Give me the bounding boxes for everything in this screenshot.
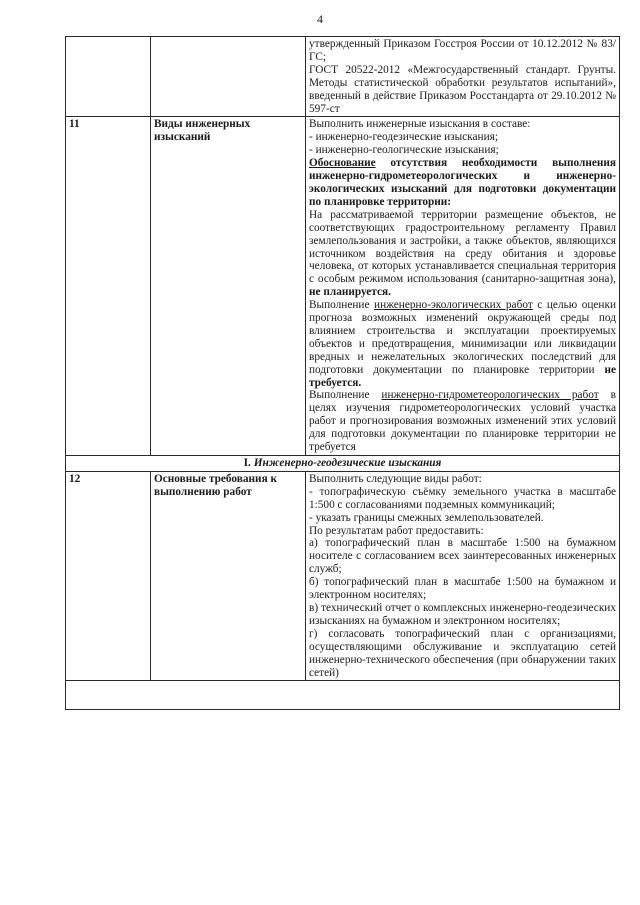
- cell-content: [306, 471, 620, 681]
- list-item: г) согласовать топографический план с организациями, осуществляющими обслуживание и эксплуатацию сетей инженерно-технического обеспечения (при обнаружении таких сетей): [309, 627, 616, 679]
- page-number: 4: [317, 12, 323, 26]
- underlined-term: инженерно-гидрометеорологических работ: [381, 389, 599, 402]
- justification-text: отсутствия необходимости выполнения инженерно-гидрометеорологических и инженерно-экологических изысканий для подготовки документации по планировке территории:: [309, 157, 616, 208]
- list-item: - топографическую съёмку земельного участка в масштабе 1:500 с согласованиями подземных коммуникаций;: [309, 485, 616, 511]
- empty-cell: [66, 681, 620, 710]
- list-item: - инженерно-геодезические изыскания;: [309, 131, 498, 144]
- table-row-empty: [66, 681, 620, 710]
- requirements-table: [65, 36, 620, 710]
- list-item: - указать границы смежных землепользователей.: [309, 511, 544, 524]
- table-row-12: [66, 471, 620, 681]
- justification-paragraph: [309, 157, 616, 209]
- section-heading-row: [66, 456, 620, 472]
- paragraph: Выполнение инженерно-гидрометеорологических работ в целях изучения гидрометеорологических условий участка работ и прогнозирования возможных изменений этих условий для подготовки документации по планировке территории не требуется: [309, 389, 616, 454]
- list-item: а) топографический план в масштабе 1:500 на бумажном носителе с согласованием всех заинтересованных инженерных служб;: [309, 537, 616, 576]
- list-item: - инженерно-геологические изыскания;: [309, 144, 499, 157]
- table-row-11: [66, 117, 620, 456]
- cell-content: [306, 117, 620, 456]
- text-line: Выполнить инженерные изыскания в составе:: [309, 118, 531, 131]
- list-item: в) технический отчет о комплексных инженерно-геодезических изысканиях на бумажном и электронном носителях;: [309, 601, 616, 627]
- cell-num: [66, 37, 151, 117]
- text-line: По результатам работ предоставить:: [309, 524, 484, 537]
- bold-conclusion: не требуется.: [309, 363, 616, 389]
- paragraph: Выполнение инженерно-экологических работ с целью оценки прогноза возможных изменений окружающей среды под влиянием строительства и эксплуатации проектируемых объектов и предотвращения, минимизации или ликвидации вредных и нежелательных экологических последствий для подготовки документации по планировке территории не требуется.: [309, 299, 617, 389]
- section-heading: I. Инженерно-геодезические изыскания: [66, 456, 620, 472]
- bold-conclusion: не планируется.: [309, 286, 391, 299]
- text-line: Выполнить следующие виды работ:: [309, 472, 482, 485]
- list-item: б) топографический план в масштабе 1:500 на бумажном и электронном носителях;: [309, 576, 616, 602]
- underlined-term: инженерно-экологических работ: [374, 299, 533, 312]
- cell-label: [151, 37, 306, 117]
- text-line: утвержденный Приказом Госстроя России от 10.12.2012 № 83/ГС;: [309, 38, 616, 63]
- row-label: Виды инженерных изысканий: [151, 117, 306, 456]
- table-row-continuation: [66, 37, 620, 117]
- text-line: ГОСТ 20522-2012 «Межгосударственный стандарт. Грунты. Методы статистической обработки результатов испытаний», введенный в действие Приказом Росстандарта от 29.10.2012 № 597-ст: [309, 63, 616, 115]
- row-label: Основные требования к выполнению работ: [151, 471, 306, 681]
- justification-label: Обоснование: [309, 157, 376, 170]
- cell-content: [306, 37, 620, 117]
- row-number: 12: [66, 471, 151, 681]
- row-number: 11: [66, 117, 151, 456]
- paragraph: На рассматриваемой территории размещение объектов, не соответствующих градостроительному регламенту Правил землепользования и застройки, а также объектов, являющихся источником воздействия на среду обитания и здоровье человека, от которых устанавливается специальная территория с особым режимом использования (санитарно-защитная зона), не планируется.: [309, 208, 616, 299]
